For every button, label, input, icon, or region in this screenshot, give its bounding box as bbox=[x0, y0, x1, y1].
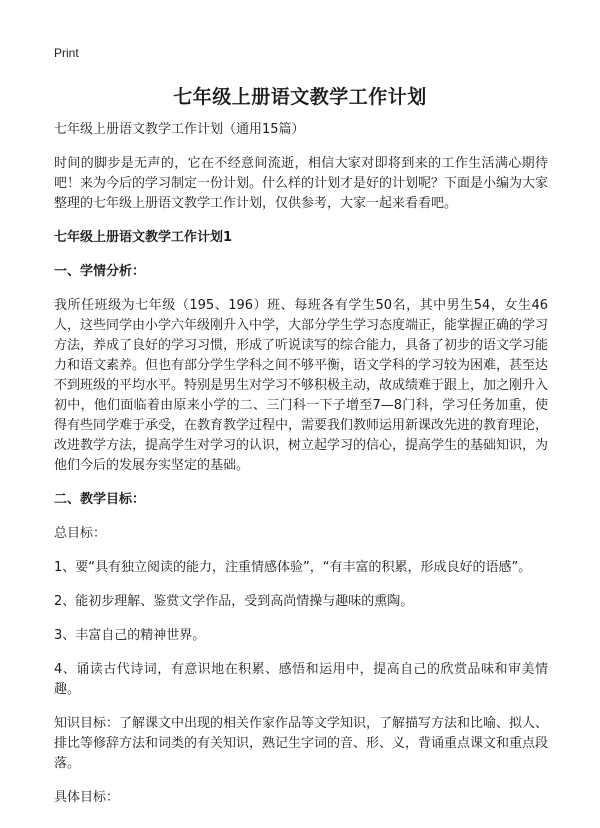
intro-paragraph: 时间的脚步是无声的，它在不经意间流逝，相信大家对即将到来的工作生活满心期待吧！来为今后的学习制定一份计划。什么样的计划才是好的计划呢？下面是小编为大家整理的七年级上册语文教学工作计划，仅供参考，大家一起来看看吧。 bbox=[54, 156, 549, 211]
goal-item-1: 1、要“具有独立阅读的能力，注重情感体验”，“有丰富的积累，形成良好的语感”。 bbox=[54, 560, 532, 575]
print-link[interactable]: Print bbox=[54, 46, 79, 60]
goal-item-4: 4、诵读古代诗词，有意识地在积累、感悟和运用中，提高自己的欣赏品味和审美情趣。 bbox=[54, 662, 548, 697]
overall-goals-label: 总目标： bbox=[54, 526, 107, 541]
section-heading-analysis: 一、学情分析： bbox=[54, 264, 146, 279]
page-title: 七年级上册语文教学工作计划 bbox=[173, 86, 427, 108]
plan-heading: 七年级上册语文教学工作计划1 bbox=[54, 230, 233, 245]
knowledge-goal-paragraph: 知识目标：了解课文中出现的相关作家作品等文学知识，了解描写方法和比喻、拟人、排比等修辞方法和词类的有关知识，熟记生字词的音、形、义，背诵重点课文和重点段落。 bbox=[54, 716, 549, 771]
specific-goals-label: 具体目标： bbox=[54, 790, 120, 805]
goal-item-2: 2、能初步理解、鉴赏文学作品，受到高尚情操与趣味的熏陶。 bbox=[54, 594, 414, 609]
section-heading-goals: 二、教学目标： bbox=[54, 492, 146, 507]
analysis-paragraph: 我所任班级为七年级（195、196）班、每班各有学生50名，其中男生54，女生46人，这些同学由小学六年级刚升入中学，大部分学生学习态度端正，能掌握正确的学习方法，养成了良好的学习习惯，形成了听说读写的综合能力，具备了初步的语文学习能力和语文素养。但也有部分学生学科之间不够平衡，语文学科的学习较为困难，甚至达不到班级的平均水平。特别是男生对学习不够积极主动，故成绩难于跟上，加之刚升入初中，他们面临着由原来小学的二、三门科一下子增至7—8门科，学习任务加重，使得有些同学难于承受，在教育教学过程中，需要我们教师运用新课改先进的教育理论，改进教学方法，提高学生对学习的认识，树立起学习的信心，提高学生的基础知识，为他们今后的发展夯实坚定的基础。 bbox=[54, 298, 549, 473]
goal-item-3: 3、丰富自己的精神世界。 bbox=[54, 628, 206, 643]
document-body bbox=[54, 120, 548, 822]
document-subtitle: 七年级上册语文教学工作计划（通用15篇） bbox=[54, 122, 305, 137]
